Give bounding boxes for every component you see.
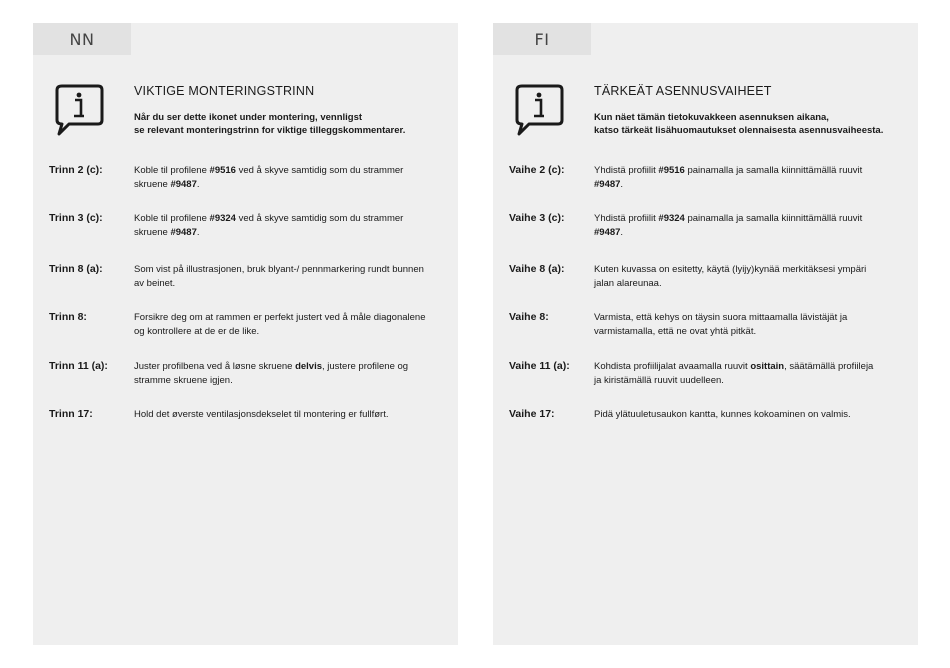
section-heading: VIKTIGE MONTERINGSTRINN: [134, 84, 315, 98]
intro-text: [594, 111, 904, 137]
text-segment: .: [196, 178, 200, 190]
text-segment: stramme skruene igjen.: [134, 374, 233, 386]
step-text-line: [594, 277, 904, 291]
step-text-line: [594, 325, 904, 339]
step-label: Vaihe 2 (c):: [509, 164, 565, 176]
part-number: #9324: [658, 213, 685, 224]
step-text-line: [134, 164, 444, 178]
text-segment: .: [620, 226, 624, 238]
intro-line: katso tärkeät lisähuomautukset olennaisesta asennusvaiheesta.: [594, 125, 884, 136]
step-label: Vaihe 3 (c):: [509, 212, 565, 224]
step-label: Trinn 11 (a):: [49, 360, 108, 372]
step-text-line: [594, 374, 904, 388]
step-text-line: [134, 374, 444, 388]
text-segment: skruene: [134, 226, 171, 238]
step-label: Trinn 8:: [49, 311, 87, 323]
text-segment: , säätämällä profiileja: [784, 361, 874, 372]
intro-line: se relevant monteringstrinn for viktige tilleggskommentarer.: [134, 125, 406, 136]
text-segment: av beinet.: [134, 277, 176, 289]
step-label: Trinn 3 (c):: [49, 212, 103, 224]
intro-text: [134, 111, 444, 137]
step-text: [594, 360, 904, 387]
step-text-line: [134, 178, 444, 192]
text-segment: Koble til profilene: [134, 165, 210, 176]
text-segment: Som vist på illustrasjonen, bruk blyant-/ pennmarkering rundt bunnen: [134, 264, 424, 275]
text-segment: og kontrollere at de er de like.: [134, 325, 260, 337]
text-segment: Varmista, että kehys on täysin suora mittaamalla lävistäjät ja: [594, 312, 848, 323]
step-text-line: [134, 325, 444, 339]
part-number: #9324: [209, 213, 236, 224]
step-text-line: [594, 263, 904, 277]
step-text-line: [134, 408, 444, 422]
language-tab: FI: [493, 23, 591, 55]
part-number: #9487: [170, 226, 197, 238]
step-text-line: [594, 164, 904, 178]
text-segment: Pidä ylätuuletusaukon kantta, kunnes kokoaminen on valmis.: [594, 409, 851, 420]
intro-line: Når du ser dette ikonet under montering, vennligst: [134, 112, 363, 123]
text-segment: Kohdista profiilijalat avaamalla ruuvit: [594, 361, 751, 372]
text-segment: ja kiristämällä ruuvit uudelleen.: [594, 374, 724, 386]
step-label: Vaihe 11 (a):: [509, 360, 570, 372]
manual-page-fi: [493, 23, 918, 645]
text-segment: ved å skyve samtidig som du strammer: [235, 165, 404, 176]
text-segment: varmistamalla, että ne ovat yhtä pitkät.: [594, 325, 757, 337]
part-number: #9516: [658, 165, 685, 176]
text-segment: Juster profilbena ved å løsne skruene: [134, 361, 296, 372]
step-text-line: [134, 311, 444, 325]
step-text: [594, 311, 904, 338]
intro-line: Kun näet tämän tietokuvakkeen asennuksen aikana,: [594, 112, 829, 123]
step-text: [594, 164, 904, 191]
step-text-line: [594, 311, 904, 325]
step-text: [594, 408, 904, 422]
text-segment: .: [196, 226, 200, 238]
text-segment: jalan alareunaa.: [594, 277, 662, 289]
step-text-line: [594, 226, 904, 240]
manual-page-nn: [33, 23, 458, 645]
step-label: Trinn 8 (a):: [49, 263, 103, 275]
part-number: #9516: [209, 165, 236, 176]
info-speech-bubble-icon: [514, 83, 564, 139]
step-text-line: [594, 408, 904, 422]
text-segment: , justere profilene og: [322, 361, 409, 372]
text-segment: Hold det øverste ventilasjonsdekselet til montering er fullført.: [134, 409, 389, 420]
step-text-line: [134, 263, 444, 277]
step-label: Trinn 17:: [49, 408, 93, 420]
text-segment: Kuten kuvassa on esitetty, käytä (lyijy)kynää merkitäksesi ympäri: [594, 264, 867, 275]
step-text: [594, 212, 904, 239]
text-segment: Yhdistä profiilit: [594, 165, 659, 176]
step-label: Trinn 2 (c):: [49, 164, 103, 176]
step-text: [134, 311, 444, 338]
step-text-line: [594, 212, 904, 226]
text-segment: .: [620, 178, 624, 190]
text-segment: painamalla ja samalla kiinnittämällä ruuvit: [684, 213, 863, 224]
part-number: #9487: [594, 178, 621, 190]
section-heading: TÄRKEÄT ASENNUSVAIHEET: [594, 84, 772, 98]
part-number: #9487: [170, 178, 197, 190]
step-text: [594, 263, 904, 290]
step-label: Vaihe 8 (a):: [509, 263, 565, 275]
step-text-line: [594, 178, 904, 192]
part-number: osittain: [750, 361, 785, 372]
part-number: #9487: [594, 226, 621, 238]
text-segment: Yhdistä profiilit: [594, 213, 659, 224]
info-speech-bubble-icon: [54, 83, 104, 139]
text-segment: ved å skyve samtidig som du strammer: [235, 213, 404, 224]
step-text-line: [134, 212, 444, 226]
language-tab: NN: [33, 23, 131, 55]
text-segment: Koble til profilene: [134, 213, 210, 224]
text-segment: skruene: [134, 178, 171, 190]
step-text: [134, 212, 444, 239]
text-segment: Forsikre deg om at rammen er perfekt justert ved å måle diagonalene: [134, 312, 426, 323]
step-text-line: [134, 277, 444, 291]
text-segment: painamalla ja samalla kiinnittämällä ruuvit: [684, 165, 863, 176]
step-text-line: [134, 226, 444, 240]
step-text: [134, 164, 444, 191]
step-label: Vaihe 8:: [509, 311, 549, 323]
step-label: Vaihe 17:: [509, 408, 555, 420]
step-text: [134, 360, 444, 387]
step-text: [134, 408, 444, 422]
step-text-line: [594, 360, 904, 374]
part-number: delvis: [295, 361, 322, 372]
step-text-line: [134, 360, 444, 374]
step-text: [134, 263, 444, 290]
